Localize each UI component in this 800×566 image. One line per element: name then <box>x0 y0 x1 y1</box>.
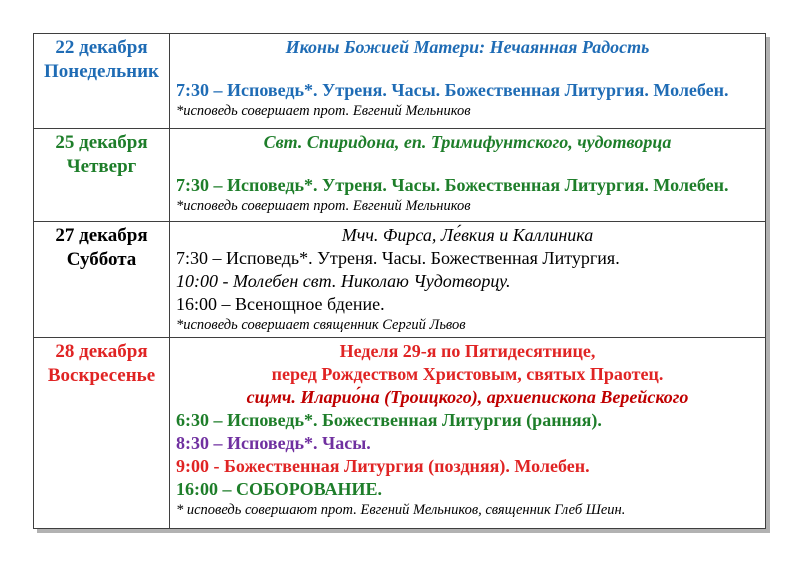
date-line: 22 декабря <box>55 37 148 58</box>
date-line: Понедельник <box>43 60 159 82</box>
feast-title: Свт. Спиридона, еп. Тримифунтского, чудотворца <box>263 132 672 152</box>
table-row <box>34 34 766 129</box>
date-line: 28 декабря <box>55 341 148 362</box>
date-cell <box>34 34 170 129</box>
feast-title: Иконы Божией Матери: Нечаянная Радость <box>285 37 650 57</box>
date-cell <box>34 338 170 529</box>
table-row <box>34 222 766 338</box>
date-cell <box>34 129 170 222</box>
content-cell <box>170 222 766 338</box>
service-line: 7:30 – Исповедь*. Утреня. Часы. Божественная Литургия. <box>176 248 620 268</box>
footnote: * исповедь совершают прот. Евгений Мельников, священник Глеб Шеин. <box>176 502 626 518</box>
feast-title: Неделя 29-я по Пятидесятнице, <box>339 341 596 361</box>
table-row <box>34 129 766 222</box>
date-line: 25 декабря <box>55 132 148 153</box>
service-line: 16:00 – Всенощное бдение. <box>176 294 385 314</box>
date-line: Воскресенье <box>47 364 156 386</box>
date-line: 27 декабря <box>55 225 148 246</box>
service-line: 10:00 - Молебен свт. Николаю Чудотворцу. <box>176 271 511 291</box>
schedule-body <box>34 34 766 529</box>
content-cell <box>170 34 766 129</box>
feast-title: Мчч. Фирса, Ле́вкия и Каллиника <box>341 225 594 245</box>
service-line: 16:00 – СОБОРОВАНИЕ. <box>176 479 383 499</box>
service-line: 7:30 – Исповедь*. Утреня. Часы. Божественная Литургия. Молебен. <box>176 80 729 100</box>
date-cell <box>34 222 170 338</box>
content-cell <box>170 338 766 529</box>
schedule-table <box>33 33 766 529</box>
date-line: Суббота <box>66 248 137 270</box>
spacer-line <box>176 154 759 174</box>
feast-title: перед Рождеством Христовым, святых Праотец. <box>271 364 664 384</box>
date-line: Четверг <box>66 155 137 177</box>
service-line: 9:00 - Божественная Литургия (поздняя). Молебен. <box>176 456 590 476</box>
schedule-table-wrap <box>33 33 766 529</box>
spacer-line <box>176 59 759 79</box>
table-row <box>34 338 766 529</box>
footnote: *исповедь совершает прот. Евгений Мельников <box>176 103 471 119</box>
footnote: *исповедь совершает священник Сергий Львов <box>176 317 466 333</box>
footnote: *исповедь совершает прот. Евгений Мельников <box>176 198 471 214</box>
service-line: 7:30 – Исповедь*. Утреня. Часы. Божественная Литургия. Молебен. <box>176 175 729 195</box>
service-line: 8:30 – Исповедь*. Часы. <box>176 433 371 453</box>
service-line: 6:30 – Исповедь*. Божественная Литургия (ранняя). <box>176 410 602 430</box>
content-cell <box>170 129 766 222</box>
feast-title: сщмч. Иларио́на (Троицкого), архиепископа Верейского <box>246 387 689 407</box>
